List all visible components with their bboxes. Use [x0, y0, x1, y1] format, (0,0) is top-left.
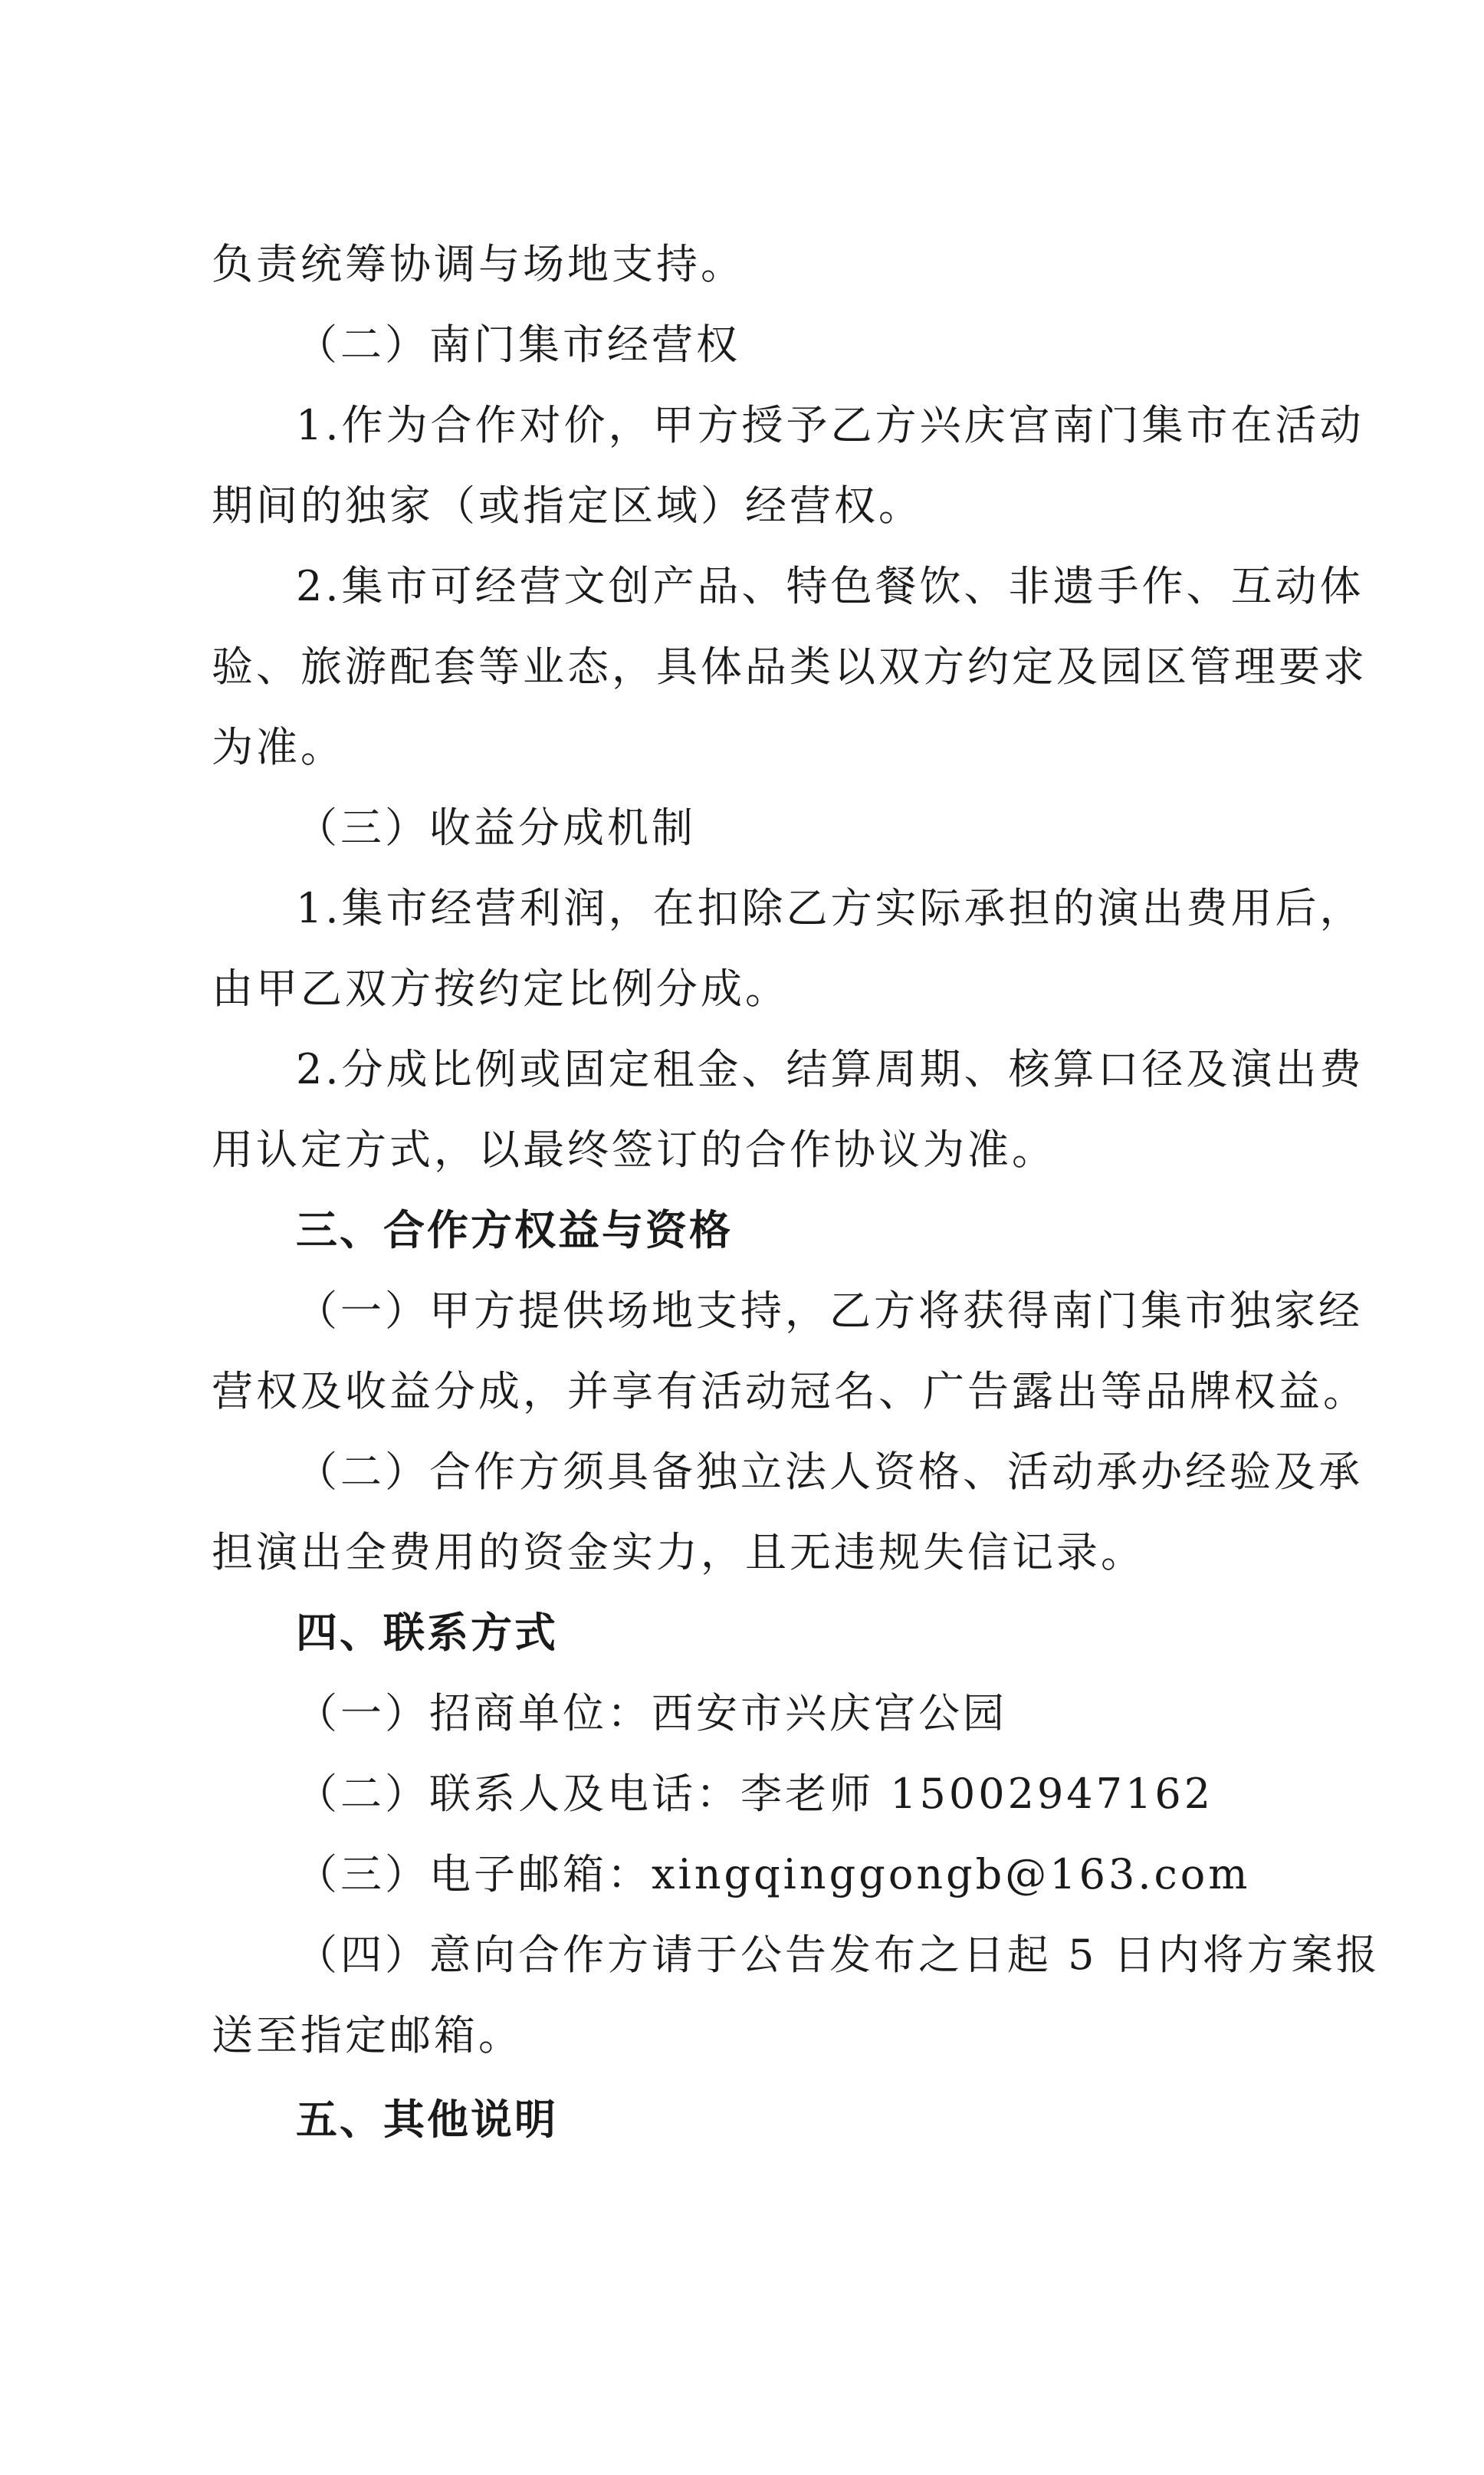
text-line: 送至指定邮箱。 [212, 2011, 523, 2059]
text-line: 2.集市可经营文创产品、特色餐饮、非遗手作、互动体 [296, 562, 1364, 610]
text-line: 期间的独家（或指定区域）经营权。 [212, 482, 923, 530]
subsection-heading: （二）南门集市经营权 [296, 320, 740, 369]
text-line: 为准。 [212, 723, 345, 771]
section-heading: 三、合作方权益与资格 [296, 1206, 733, 1254]
text-line: （四）意向合作方请于公告发布之日起 5 日内将方案报 [296, 1931, 1381, 1979]
text-line: 营权及收益分成，并享有活动冠名、广告露出等品牌权益。 [212, 1367, 1367, 1415]
text-line: 1.集市经营利润，在扣除乙方实际承担的演出费用后， [296, 884, 1364, 932]
section-heading: 四、联系方式 [296, 1609, 558, 1657]
subsection-heading: （三）收益分成机制 [296, 804, 696, 852]
text-line: 验、旅游配套等业态，具体品类以双方约定及园区管理要求 [212, 643, 1367, 691]
contact-person: （二）联系人及电话：李老师 15002947162 [296, 1770, 1214, 1818]
text-line: 由甲乙双方按约定比例分成。 [212, 965, 790, 1013]
section-heading: 五、其他说明 [296, 2095, 558, 2144]
text-line: 担演出全费用的资金实力，且无违规失信记录。 [212, 1528, 1145, 1576]
text-line: （一）甲方提供场地支持，乙方将获得南门集市独家经 [296, 1287, 1363, 1335]
contact-unit: （一）招商单位：西安市兴庆宫公园 [296, 1689, 1007, 1737]
text-line: 负责统筹协调与场地支持。 [212, 240, 745, 288]
text-line: （二）合作方须具备独立法人资格、活动承办经验及承 [296, 1448, 1363, 1496]
text-line: 1.作为合作对价，甲方授予乙方兴庆宫南门集市在活动 [296, 401, 1364, 449]
contact-email: （三）电子邮箱：xingqinggongb@163.com [296, 1850, 1251, 1898]
text-line: 用认定方式，以最终签订的合作协议为准。 [212, 1126, 1056, 1174]
text-line: 2.分成比例或固定租金、结算周期、核算口径及演出费 [296, 1045, 1364, 1093]
